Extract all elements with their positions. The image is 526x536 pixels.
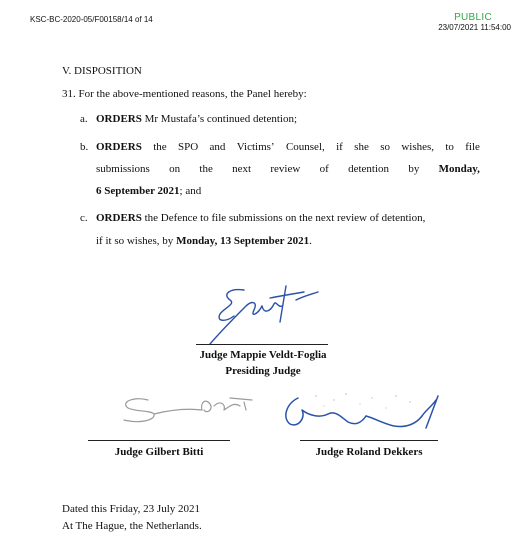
item-c-marker: c. bbox=[80, 212, 88, 224]
item-b-word: ORDERS bbox=[96, 141, 142, 153]
item-c-body: the Defence to file submissions on the next review of detention, bbox=[141, 212, 426, 224]
item-c-verb: ORDERS bbox=[96, 212, 142, 224]
document-reference: KSC-BC-2020-05/F00158/14 of 14 bbox=[30, 15, 153, 24]
paragraph-intro: 31. For the above-mentioned reasons, the Panel hereby: bbox=[62, 88, 307, 100]
item-c-pre: if it so wishes, by bbox=[96, 235, 177, 247]
bitti-signature-line bbox=[88, 440, 230, 441]
item-b-word: Monday, bbox=[438, 163, 480, 175]
item-b-word: the bbox=[199, 163, 213, 175]
item-a-text bbox=[96, 112, 297, 126]
filing-timestamp: 23/07/2021 11:54:00 bbox=[438, 23, 511, 32]
item-b-word: file bbox=[465, 141, 480, 153]
item-b-deadline: 6 September 2021 bbox=[96, 185, 180, 197]
item-b-word: detention bbox=[348, 163, 390, 175]
section-heading: V. DISPOSITION bbox=[62, 65, 142, 77]
item-b-marker: b. bbox=[80, 141, 89, 153]
item-b-word: to bbox=[445, 141, 454, 153]
presiding-signature-line bbox=[196, 344, 328, 345]
item-b-word: she bbox=[354, 141, 369, 153]
dekkers-signature-line bbox=[300, 440, 438, 441]
item-b-word: so bbox=[380, 141, 390, 153]
item-b-word: next bbox=[232, 163, 252, 175]
item-b-line2 bbox=[96, 162, 480, 176]
presiding-judge-signature-image bbox=[200, 278, 340, 348]
item-b-line1 bbox=[96, 140, 480, 154]
item-a-marker: a. bbox=[80, 113, 88, 125]
item-b-word: Counsel, bbox=[285, 141, 325, 153]
item-c-line1 bbox=[96, 211, 425, 225]
item-a-body: Mr Mustafa’s continued detention; bbox=[141, 113, 298, 125]
item-b-line3 bbox=[96, 184, 201, 198]
dated-line: Dated this Friday, 23 July 2021 bbox=[62, 503, 200, 515]
presiding-judge-name: Judge Mappie Veldt-Foglia bbox=[199, 349, 327, 361]
item-b-word: Victims’ bbox=[236, 141, 275, 153]
item-b-word: submissions bbox=[96, 163, 150, 175]
place-line: At The Hague, the Netherlands. bbox=[62, 520, 202, 532]
item-a-verb: ORDERS bbox=[96, 113, 142, 125]
item-b-word: review bbox=[270, 163, 301, 175]
judge-bitti-name: Judge Gilbert Bitti bbox=[114, 446, 204, 458]
item-b-word: on bbox=[169, 163, 181, 175]
item-b-word: and bbox=[209, 141, 226, 153]
item-b-word: wishes, bbox=[401, 141, 435, 153]
item-b-word: if bbox=[336, 141, 343, 153]
item-b-word: by bbox=[408, 163, 420, 175]
item-b-word: SPO bbox=[177, 141, 199, 153]
item-b-word: of bbox=[319, 163, 329, 175]
presiding-judge-role: Presiding Judge bbox=[225, 365, 301, 377]
item-c-post: . bbox=[309, 235, 312, 247]
item-b-word: the bbox=[153, 141, 167, 153]
judge-bitti-signature-image bbox=[110, 392, 260, 428]
classification-label: PUBLIC bbox=[454, 12, 492, 23]
item-b-tail: ; and bbox=[179, 185, 202, 197]
judge-dekkers-signature-image bbox=[276, 388, 450, 440]
item-c-line2 bbox=[96, 234, 312, 248]
item-c-deadline: Monday, 13 September 2021 bbox=[176, 235, 310, 247]
judge-dekkers-name: Judge Roland Dekkers bbox=[315, 446, 423, 458]
